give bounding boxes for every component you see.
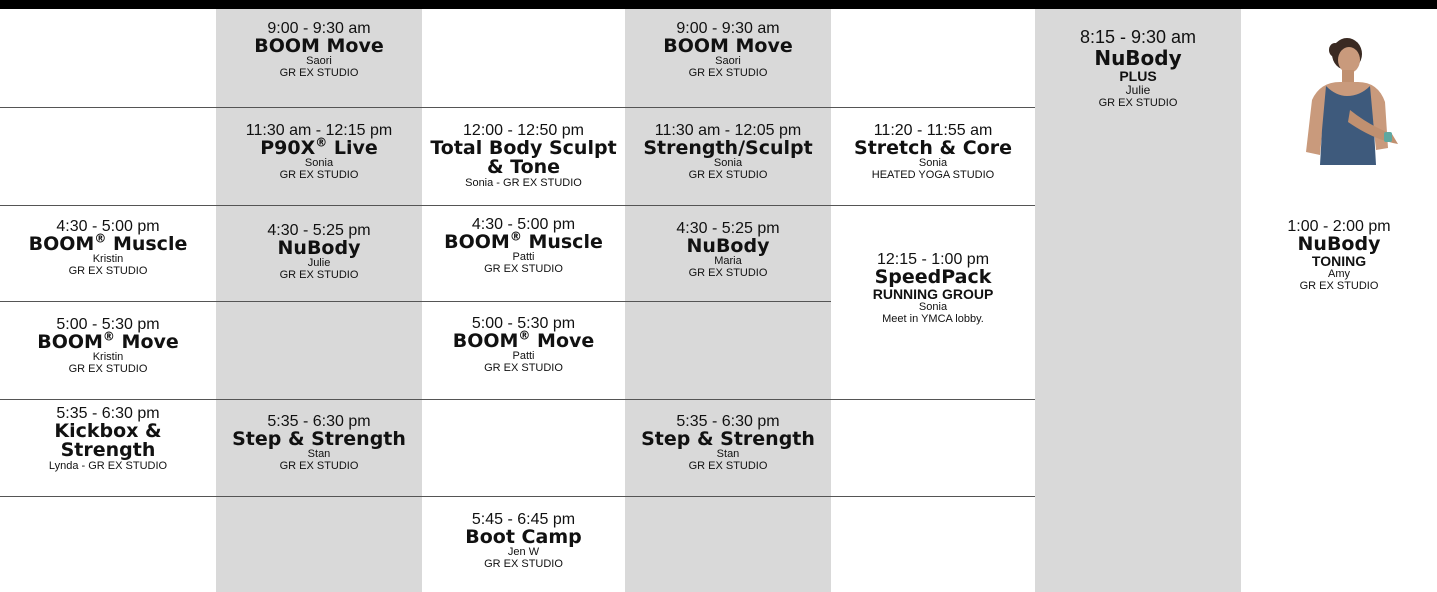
class-location: GR EX STUDIO <box>68 363 148 375</box>
class-time: 8:15 - 9:30 am <box>1079 27 1197 47</box>
class-block[interactable] <box>422 122 625 189</box>
class-time: 5:00 - 5:30 pm <box>471 315 576 332</box>
class-subtitle: RUNNING GROUP <box>872 286 994 302</box>
class-block[interactable] <box>422 216 625 275</box>
class-time: 4:30 - 5:00 pm <box>471 216 576 233</box>
class-location: GR EX STUDIO <box>279 460 359 472</box>
instructor-photo <box>1290 30 1405 165</box>
class-time: 1:00 - 2:00 pm <box>1287 218 1391 235</box>
class-instructor: Sonia <box>713 157 743 169</box>
class-instructor: Kristin <box>92 253 124 265</box>
class-name: BOOM Move <box>663 35 793 57</box>
class-name: NuBody <box>277 237 361 259</box>
class-block[interactable] <box>422 315 625 374</box>
class-location: GR EX STUDIO <box>1098 97 1178 109</box>
class-location: GR EX STUDIO <box>1299 280 1379 292</box>
row-divider <box>0 301 831 302</box>
class-instructor: Stan <box>307 448 331 460</box>
class-instructor: Patti <box>512 251 535 263</box>
class-block[interactable] <box>216 222 422 281</box>
class-time: 12:15 - 1:00 pm <box>876 251 990 268</box>
class-location: GR EX STUDIO <box>688 460 768 472</box>
class-location: GR EX STUDIO <box>688 67 768 79</box>
class-name: BOOM® Move <box>37 329 179 353</box>
class-instructor: Saori <box>306 55 332 67</box>
class-name: SpeedPack <box>874 266 992 288</box>
class-location: GR EX STUDIO <box>688 169 768 181</box>
class-block[interactable] <box>0 316 216 375</box>
class-time: 11:30 am - 12:15 pm <box>245 122 393 139</box>
class-block[interactable] <box>831 122 1035 181</box>
class-block[interactable] <box>625 413 831 472</box>
class-time: 5:45 - 6:45 pm <box>471 511 576 528</box>
class-name: Step & Strength <box>641 428 815 450</box>
class-time: 9:00 - 9:30 am <box>267 20 371 37</box>
class-time: 5:35 - 6:30 pm <box>267 413 371 430</box>
class-instructor: Sonia <box>304 157 334 169</box>
class-block[interactable] <box>1035 28 1241 109</box>
class-name: Boot Camp <box>465 526 582 548</box>
class-time: 4:30 - 5:25 pm <box>267 222 371 239</box>
class-time: 5:00 - 5:30 pm <box>56 316 160 333</box>
row-divider <box>0 496 1035 497</box>
class-location: Lynda - GR EX STUDIO <box>48 460 168 472</box>
class-block[interactable] <box>625 122 831 181</box>
class-subtitle: PLUS <box>1119 68 1157 84</box>
class-time: 5:35 - 6:30 pm <box>676 413 780 430</box>
class-subtitle: TONING <box>1311 253 1367 269</box>
class-block[interactable] <box>422 511 625 570</box>
class-block[interactable] <box>625 220 831 279</box>
class-location: GR EX STUDIO <box>279 269 359 281</box>
class-block[interactable] <box>831 251 1035 325</box>
class-location: GR EX STUDIO <box>484 362 563 374</box>
class-name: BOOM® Muscle <box>28 231 188 255</box>
class-instructor: Maria <box>714 255 742 267</box>
class-name-line2: & Tone <box>486 156 561 178</box>
row-divider <box>0 107 1035 108</box>
class-instructor: Saori <box>715 55 741 67</box>
top-rule <box>0 0 1437 9</box>
class-name: Strength/Sculpt <box>643 137 813 159</box>
class-instructor: Kristin <box>92 351 124 363</box>
class-location: GR EX STUDIO <box>484 263 563 275</box>
class-instructor: Jen W <box>507 546 540 558</box>
class-name: BOOM Move <box>254 35 384 57</box>
class-block[interactable] <box>216 122 422 181</box>
class-location: GR EX STUDIO <box>484 558 563 570</box>
class-instructor: Patti <box>512 350 535 362</box>
class-name: NuBody <box>1297 233 1381 255</box>
class-location: Sonia - GR EX STUDIO <box>465 177 582 189</box>
class-block[interactable] <box>0 405 216 472</box>
class-name-line2: Strength <box>60 439 156 461</box>
class-time: 11:30 am - 12:05 pm <box>654 122 802 139</box>
class-location: GR EX STUDIO <box>688 267 768 279</box>
class-time: 12:00 - 12:50 pm <box>463 122 584 139</box>
class-name: Stretch & Core <box>854 137 1012 159</box>
class-block[interactable] <box>1241 218 1437 292</box>
row-divider <box>0 205 1035 206</box>
class-time: 11:20 - 11:55 am <box>873 122 993 139</box>
class-block[interactable] <box>625 20 831 79</box>
class-name: BOOM® Move <box>452 328 595 352</box>
class-name: Step & Strength <box>232 428 406 450</box>
row-divider <box>0 399 1035 400</box>
class-instructor: Sonia <box>918 301 948 313</box>
class-location: HEATED YOGA STUDIO <box>871 169 995 181</box>
class-location: GR EX STUDIO <box>279 67 359 79</box>
class-block[interactable] <box>0 218 216 277</box>
class-instructor: Stan <box>716 448 740 460</box>
class-location: Meet in YMCA lobby. <box>882 313 984 325</box>
class-block[interactable] <box>216 413 422 472</box>
class-time: 4:30 - 5:00 pm <box>56 218 160 235</box>
class-name: NuBody <box>686 235 770 257</box>
class-location: GR EX STUDIO <box>68 265 148 277</box>
class-instructor: Julie <box>307 257 331 269</box>
class-name: Total Body Sculpt <box>430 137 617 159</box>
class-name: Kickbox & <box>54 420 162 442</box>
class-time: 5:35 - 6:30 pm <box>56 405 160 422</box>
class-block[interactable] <box>216 20 422 79</box>
class-location: GR EX STUDIO <box>279 169 359 181</box>
class-name: NuBody <box>1094 46 1182 70</box>
class-instructor: Sonia <box>918 157 948 169</box>
class-name: BOOM® Muscle <box>444 229 603 253</box>
class-instructor: Julie <box>1125 83 1151 97</box>
class-instructor: Amy <box>1328 268 1350 280</box>
class-time: 9:00 - 9:30 am <box>676 20 780 37</box>
class-time: 4:30 - 5:25 pm <box>676 220 780 237</box>
class-name: P90X® Live <box>260 135 378 159</box>
